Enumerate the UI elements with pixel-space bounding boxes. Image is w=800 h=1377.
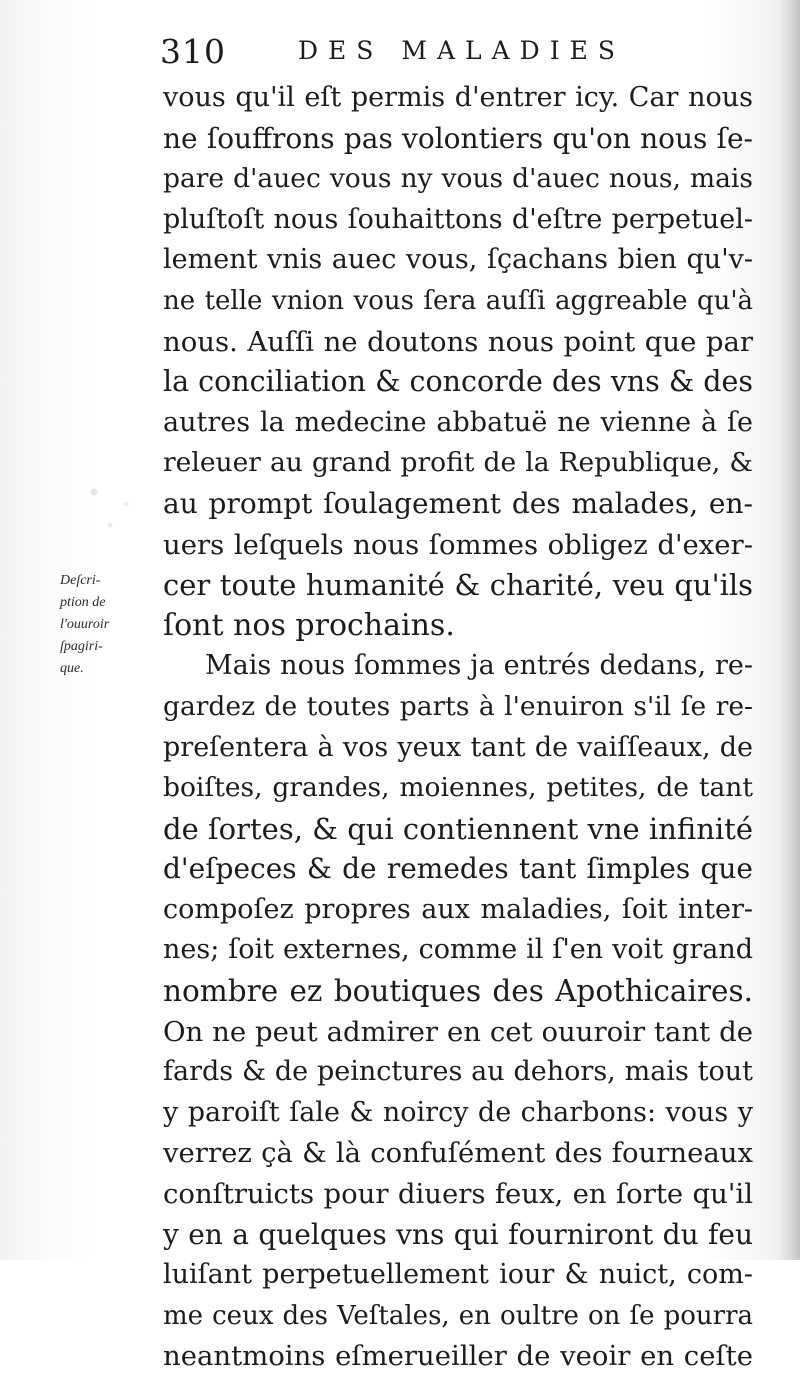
text-line: la conciliation & concorde des vns & des <box>163 365 753 399</box>
text-line: ſont nos prochains. <box>163 607 455 643</box>
text-line: de ſortes, & qui contiennent vne infinité <box>163 811 753 846</box>
page-edge-shadow <box>778 0 800 1260</box>
text-line: uers leſquels nous ſommes obligez d'exer- <box>163 528 753 561</box>
text-line: compoſez propres aux maladies, ſoit inter- <box>163 893 753 925</box>
text-line: d'eſpeces & de remedes tant ſimples que <box>163 852 753 886</box>
text-line: preſentera à vos yeux tant de vaiſſeaux, de <box>163 731 753 763</box>
text-line: luiſant perpetuellement iour & nuict, com- <box>163 1259 753 1291</box>
text-line: conſtruicts pour diuers feux, en ſorte qu'il <box>163 1178 753 1211</box>
text-line: ne ſouffrons pas volontiers qu'on nous ſe- <box>163 121 753 155</box>
text-line: releuer au grand profit de la Republique, & <box>163 447 753 479</box>
marginal-note-line: ſpagiri- <box>60 639 103 654</box>
text-line: nes; ſoit externes, comme il ſ'en voit grand <box>163 934 753 966</box>
marginal-note-line: que. <box>60 661 84 676</box>
text-line: y paroiſt ſale & noircy de charbons: vous y <box>163 1096 753 1128</box>
text-line: cer toute humanité & charité, veu qu'ils <box>163 568 753 603</box>
text-line: autres la medecine abbatuë ne vienne à ſe <box>163 406 753 438</box>
text-line: me ceux des Veſtales, en oultre on ſe pourra <box>163 1300 753 1331</box>
text-line: neantmoins eſmerueiller de veoir en ceſte <box>163 1340 753 1373</box>
text-line: On ne peut admirer en cet ouuroir tant de <box>163 1015 753 1048</box>
text-line: pare d'auec vous ny vous d'auec nous, mais <box>163 163 753 195</box>
body-text <box>163 78 753 1377</box>
text-line: pluſtoſt nous ſouhaittons d'eſtre perpetuel- <box>163 203 753 235</box>
text-line: nombre ez boutiques des Apothicaires. <box>163 974 753 1009</box>
text-line: au prompt ſoulagement des malades, en- <box>163 486 753 520</box>
text-line: y en a quelques vns qui fourniront du feu <box>163 1217 753 1251</box>
text-line: vous qu'il eſt permis d'entrer icy. Car nous <box>163 82 753 113</box>
text-line: gardez de toutes parts à l'enuiron s'il ſe re- <box>163 690 753 722</box>
page-number: 310 <box>160 32 226 71</box>
text-line: nous. Auſſi ne doutons nous point que par <box>163 325 753 358</box>
running-title: DES MALADIES <box>298 36 625 65</box>
text-line: boiſtes, grandes, moiennes, petites, de tant <box>163 772 753 804</box>
text-line: ne telle vnion vous ſera auſſi aggreable qu'à <box>163 285 753 316</box>
text-line: lement vnis auec vous, ſçachans bien qu'v- <box>163 244 753 276</box>
text-line: Mais nous ſommes ja entrés dedans, re- <box>205 650 753 682</box>
text-line: fards & de peinctures au dehors, mais tout <box>163 1056 753 1088</box>
marginal-note <box>60 570 160 680</box>
page-header <box>160 32 740 76</box>
text-line: verrez çà & là confuſément des fourneaux <box>163 1137 753 1170</box>
marginal-note-line: ption de <box>60 595 106 610</box>
marginal-note-line: l'ouuroir <box>60 617 110 632</box>
bleed-through-marks <box>70 480 150 540</box>
marginal-note-line: Deſcri- <box>60 573 101 588</box>
